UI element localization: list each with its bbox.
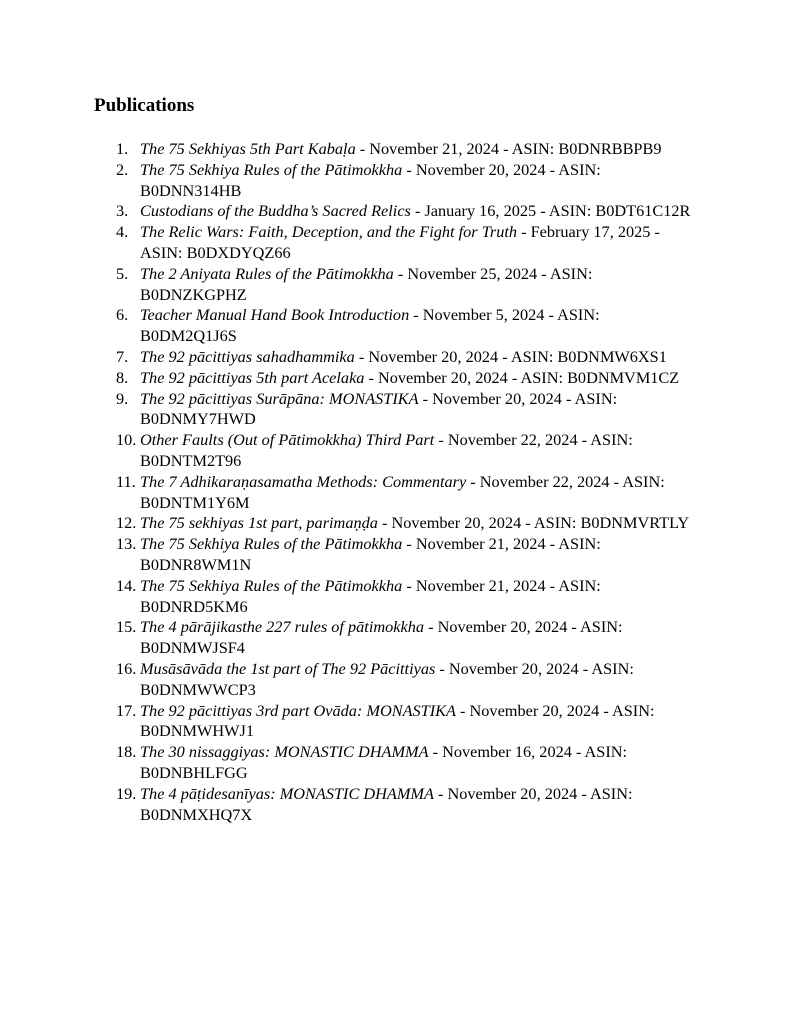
separator: - — [433, 783, 448, 803]
publication-title: The 4 pārājikasthe 227 rules of pātimokkha — [140, 617, 424, 637]
separator: - — [571, 742, 585, 762]
asin-label: ASIN: — [611, 700, 655, 720]
publication-title: The 75 sekhiyas 1st part, parimaṇḍa — [140, 513, 378, 533]
publication-date: November 20, 2024 — [437, 617, 568, 637]
publication-item — [116, 472, 696, 514]
list-number: 18. — [116, 742, 137, 762]
list-number: 6. — [116, 305, 129, 325]
list-number: 2. — [116, 159, 129, 179]
asin-label: ASIN: — [520, 367, 568, 387]
publication-title: The 2 Aniyata Rules of the Pātimokkha — [140, 263, 394, 283]
separator: - — [499, 139, 512, 158]
list-number: 3. — [116, 201, 129, 221]
publication-date: November 20, 2024 — [415, 159, 546, 179]
publication-date: November 5, 2024 — [422, 305, 545, 325]
separator: - — [577, 430, 591, 450]
publication-title: Musāsāvāda the 1st part of The 92 Pācittiyas — [140, 658, 436, 678]
asin-label: ASIN: — [574, 388, 618, 408]
separator: - — [418, 388, 433, 408]
asin-value: B0DNZKGPHZ — [140, 284, 247, 304]
publication-date: November 20, 2024 — [432, 388, 562, 408]
separator: - — [466, 471, 480, 491]
publication-item — [116, 347, 696, 368]
separator: - — [507, 367, 521, 387]
list-number: 5. — [116, 263, 129, 283]
asin-label: ASIN: — [511, 139, 559, 158]
publication-item — [116, 305, 696, 347]
publication-item — [116, 389, 696, 431]
asin-value: B0DNTM1Y6M — [140, 492, 250, 512]
separator: - — [402, 534, 416, 554]
asin-label: ASIN: — [591, 658, 634, 678]
publication-date: November 21, 2024 — [369, 139, 500, 158]
publication-item — [116, 534, 696, 576]
list-number: 17. — [116, 700, 137, 720]
asin-label: ASIN: — [580, 617, 623, 637]
publication-date: November 22, 2024 — [479, 471, 610, 491]
asin-label: ASIN: — [140, 242, 187, 262]
separator: - — [428, 742, 443, 762]
list-number: 14. — [116, 575, 137, 595]
separator: - — [517, 222, 531, 242]
separator: - — [545, 159, 559, 179]
asin-value: B0DM2Q1J6S — [140, 326, 237, 346]
separator: - — [435, 658, 449, 678]
publication-list — [116, 139, 696, 825]
asin-value: B0DXDYQZ66 — [186, 242, 291, 262]
asin-label: ASIN: — [548, 201, 596, 221]
asin-value: B0DNMVM1CZ — [567, 367, 680, 387]
asin-label: ASIN: — [558, 575, 601, 595]
asin-value: B0DNR8WM1N — [140, 554, 252, 574]
publication-item — [116, 160, 696, 202]
publication-title: The 7 Adhikaraṇasamatha Methods: Commentary — [140, 471, 467, 491]
separator: - — [544, 305, 558, 325]
publication-item — [116, 742, 696, 784]
publication-item — [116, 513, 696, 534]
separator: - — [561, 388, 575, 408]
asin-label: ASIN: — [557, 305, 600, 325]
separator: - — [364, 367, 379, 387]
publication-title: The 92 pācittiyas 3rd part Ovāda: MONASTIKA — [140, 700, 456, 720]
asin-value: B0DNMVRTLY — [580, 513, 690, 533]
list-number: 4. — [116, 222, 129, 242]
publication-date: November 20, 2024 — [448, 658, 579, 678]
publication-item — [116, 368, 696, 389]
publication-item — [116, 264, 696, 306]
separator: - — [354, 346, 369, 366]
asin-label: ASIN: — [549, 263, 593, 283]
asin-value: B0DNMWWCP3 — [140, 679, 256, 699]
separator: - — [355, 139, 370, 158]
asin-value: B0DNRD5KM6 — [140, 596, 248, 616]
asin-value: B0DT61C12R — [595, 201, 691, 221]
publication-date: November 22, 2024 — [447, 430, 578, 450]
separator: - — [545, 575, 559, 595]
asin-label: ASIN: — [558, 534, 601, 554]
separator: - — [536, 201, 549, 221]
asin-label: ASIN: — [590, 430, 633, 450]
asin-label: ASIN: — [589, 783, 633, 803]
publication-date: November 21, 2024 — [415, 575, 546, 595]
publication-date: November 16, 2024 — [442, 742, 572, 762]
separator: - — [578, 658, 592, 678]
publication-date: November 20, 2024 — [447, 783, 578, 803]
separator: - — [377, 513, 392, 533]
publication-item — [116, 617, 696, 659]
publication-item — [116, 201, 696, 222]
publication-item — [116, 701, 696, 743]
separator: - — [577, 783, 590, 803]
asin-value: B0DNMW6XS1 — [557, 346, 667, 366]
separator: - — [402, 575, 416, 595]
separator: - — [537, 263, 550, 283]
separator: - — [498, 346, 511, 366]
asin-value: B0DNBHLFGG — [140, 762, 248, 782]
separator: - — [599, 700, 612, 720]
separator: - — [455, 700, 470, 720]
asin-value: B0DNMWHWJ1 — [140, 721, 254, 741]
list-number: 8. — [116, 367, 129, 387]
publication-title: The Relic Wars: Faith, Deception, and the Fight for Truth — [140, 222, 518, 242]
publication-title: The 75 Sekhiyas 5th Part Kabaḷa — [140, 139, 356, 158]
publication-date: November 20, 2024 — [391, 513, 522, 533]
publication-title: The 4 pāṭidesanīyas: MONASTIC DHAMMA — [140, 783, 434, 803]
asin-label: ASIN: — [533, 513, 581, 533]
list-number: 16. — [116, 658, 137, 678]
list-number: 11. — [116, 471, 136, 491]
publication-date: November 20, 2024 — [469, 700, 600, 720]
asin-label: ASIN: — [510, 346, 558, 366]
publication-title: The 92 pācittiyas Surāpāna: MONASTIKA — [140, 388, 419, 408]
publication-item — [116, 576, 696, 618]
separator: - — [567, 617, 581, 637]
publication-date: November 25, 2024 — [407, 263, 538, 283]
separator: - — [521, 513, 534, 533]
publication-item — [116, 430, 696, 472]
publication-date: January 16, 2025 — [424, 201, 537, 221]
asin-value: B0DNRBBPB9 — [558, 139, 662, 158]
publication-date: November 20, 2024 — [368, 346, 499, 366]
separator: - — [402, 159, 416, 179]
asin-label: ASIN: — [622, 471, 665, 491]
separator: - — [650, 222, 660, 242]
asin-value: B0DNMXHQ7X — [140, 804, 253, 824]
publication-title: The 92 pācittiyas 5th part Acelaka — [140, 367, 365, 387]
asin-value: B0DNTM2T96 — [140, 450, 242, 470]
list-number: 1. — [116, 139, 129, 158]
list-number: 13. — [116, 534, 137, 554]
asin-value: B0DNMY7HWD — [140, 409, 256, 429]
publication-date: November 21, 2024 — [415, 534, 546, 554]
separator: - — [609, 471, 623, 491]
list-number: 7. — [116, 346, 129, 366]
asin-value: B0DNN314HB — [140, 180, 242, 200]
publication-item — [116, 222, 696, 264]
list-number: 12. — [116, 513, 137, 533]
publication-item — [116, 139, 696, 160]
list-number: 19. — [116, 783, 137, 803]
separator: - — [434, 430, 448, 450]
publication-date: February 17, 2025 — [530, 222, 651, 242]
separator: - — [409, 305, 423, 325]
publication-title: Teacher Manual Hand Book Introduction — [140, 305, 410, 325]
separator: - — [424, 617, 438, 637]
separator: - — [393, 263, 408, 283]
page-title: Publications — [94, 95, 195, 116]
publication-title: Other Faults (Out of Pātimokkha) Third Part — [140, 430, 435, 450]
asin-value: B0DNMWJSF4 — [140, 638, 245, 658]
publication-item — [116, 659, 696, 701]
publication-title: The 75 Sekhiya Rules of the Pātimokkha — [140, 534, 403, 554]
publication-item — [116, 784, 696, 826]
publication-title: The 75 Sekhiya Rules of the Pātimokkha — [140, 575, 403, 595]
asin-label: ASIN: — [558, 159, 601, 179]
asin-label: ASIN: — [584, 742, 628, 762]
publication-title: Custodians of the Buddha’s Sacred Relics — [140, 201, 411, 221]
publication-date: November 20, 2024 — [378, 367, 508, 387]
separator: - — [545, 534, 559, 554]
publication-title: The 75 Sekhiya Rules of the Pātimokkha — [140, 159, 403, 179]
publication-title: The 30 nissaggiyas: MONASTIC DHAMMA — [140, 742, 429, 762]
separator: - — [410, 201, 425, 221]
list-number: 10. — [116, 430, 137, 450]
list-number: 15. — [116, 617, 137, 637]
publication-title: The 92 pācittiyas sahadhammika — [140, 346, 355, 366]
list-number: 9. — [116, 388, 129, 408]
